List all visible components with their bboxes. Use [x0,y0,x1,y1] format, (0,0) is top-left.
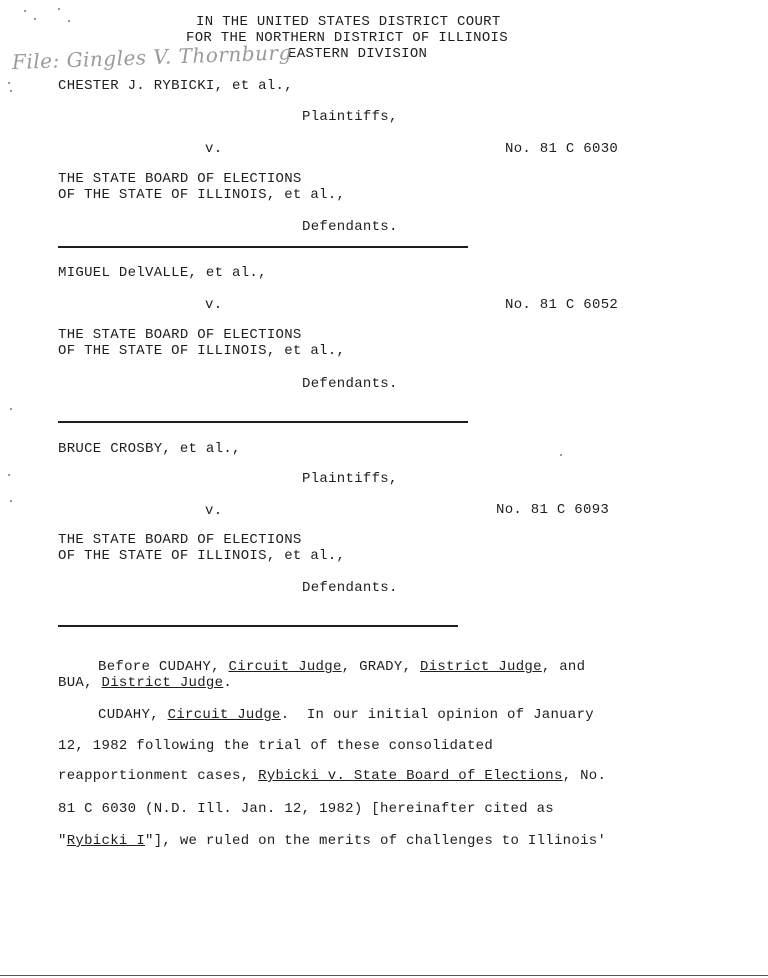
case3-defendant-line2: OF THE STATE OF ILLINOIS, et al., [58,548,346,564]
court-heading-line3: EASTERN DIVISION [288,46,428,62]
scan-speck [8,82,10,84]
case2-versus: v. [205,297,223,313]
case3-versus: v. [205,503,223,519]
case1-defendant-line1: THE STATE BOARD OF ELECTIONS [58,171,302,187]
case-divider [58,246,468,248]
scan-speck [10,408,12,410]
case3-defendants-label: Defendants. [302,580,398,596]
scan-speck [34,18,36,20]
panel-line2: BUA, District Judge. [58,675,233,691]
scan-speck [58,8,60,10]
case-divider [58,421,468,423]
handwritten-file-note: File: Gingles V. Thornburg [11,40,293,74]
panel-line1: Before CUDAHY, Circuit Judge, GRADY, District Judge, and [98,659,586,675]
scan-speck [10,500,12,502]
scan-speck [560,454,562,456]
scan-speck [68,20,70,22]
case1-number: No. 81 C 6030 [505,141,619,157]
case2-defendant-line1: THE STATE BOARD OF ELECTIONS [58,327,302,343]
case2-defendant-line2: OF THE STATE OF ILLINOIS, et al., [58,343,346,359]
case2-defendants-label: Defendants. [302,376,398,392]
case1-plaintiffs-label: Plaintiffs, [302,109,398,125]
opinion-line2: 12, 1982 following the trial of these consolidated [58,738,494,754]
opinion-line3: reapportionment cases, Rybicki v. State Board of Elections, No. [58,768,607,784]
case2-number: No. 81 C 6052 [505,297,619,313]
case1-versus: v. [205,141,223,157]
case3-plaintiff: BRUCE CROSBY, et al., [58,441,241,457]
opinion-line5: "Rybicki I"], we ruled on the merits of challenges to Illinois' [58,833,607,849]
case-divider [58,625,458,627]
court-heading-line1: IN THE UNITED STATES DISTRICT COURT [196,14,501,30]
scan-speck [8,474,10,476]
scan-speck [24,10,26,12]
case3-plaintiffs-label: Plaintiffs, [302,471,398,487]
case1-defendant-line2: OF THE STATE OF ILLINOIS, et al., [58,187,346,203]
opinion-line1: CUDAHY, Circuit Judge. In our initial opinion of January [98,707,594,723]
case1-defendants-label: Defendants. [302,219,398,235]
case2-plaintiff: MIGUEL DelVALLE, et al., [58,265,267,281]
scan-speck [10,90,12,92]
case3-number: No. 81 C 6093 [496,502,610,518]
court-heading-line2: FOR THE NORTHERN DISTRICT OF ILLINOIS [186,30,508,46]
scan-edge-line [0,975,768,976]
case1-plaintiff: CHESTER J. RYBICKI, et al., [58,78,293,94]
opinion-line4: 81 C 6030 (N.D. Ill. Jan. 12, 1982) [hereinafter cited as [58,801,554,817]
case3-defendant-line1: THE STATE BOARD OF ELECTIONS [58,532,302,548]
